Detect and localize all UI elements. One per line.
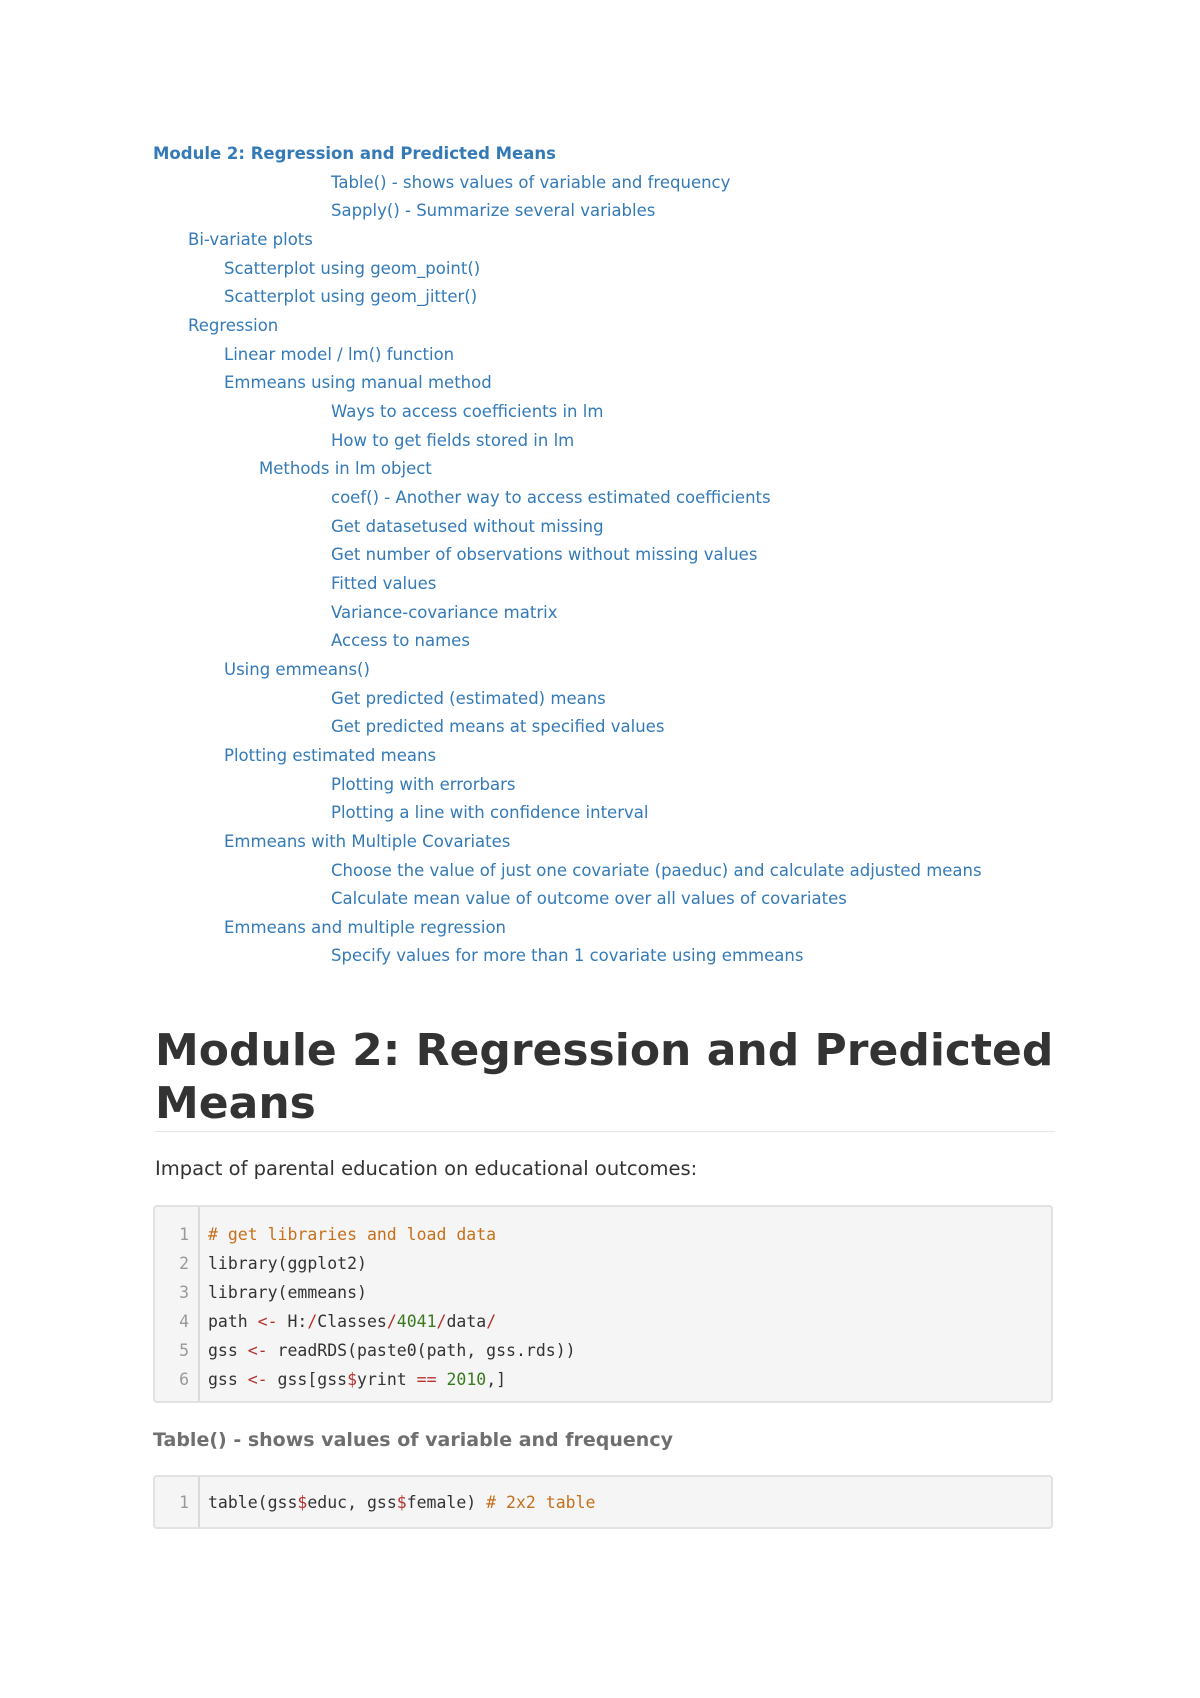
toc-link-5[interactable]: Scatterplot using geom_jitter() bbox=[224, 287, 478, 307]
line-number: 4 bbox=[179, 1312, 189, 1331]
toc-link-17[interactable]: Access to names bbox=[331, 631, 470, 651]
section-heading-table: Table() - shows values of variable and frequency bbox=[153, 1429, 673, 1451]
title-divider bbox=[155, 1131, 1055, 1132]
code-token: $ bbox=[347, 1370, 358, 1389]
code-token: <- bbox=[257, 1312, 278, 1331]
toc-link-8[interactable]: Emmeans using manual method bbox=[224, 373, 492, 393]
toc-link-18[interactable]: Using emmeans() bbox=[224, 659, 370, 679]
code-line bbox=[155, 1307, 1051, 1336]
code-token: / bbox=[436, 1312, 447, 1331]
code-text bbox=[208, 1307, 496, 1336]
toc-link-6[interactable]: Regression bbox=[188, 315, 279, 335]
code-token: <- bbox=[247, 1341, 268, 1360]
toc-link-24[interactable]: Emmeans with Multiple Covariates bbox=[224, 831, 511, 851]
toc-link-12[interactable]: coef() - Another way to access estimated coefficients bbox=[331, 487, 771, 507]
code-token: gss[gss bbox=[267, 1370, 348, 1389]
toc-link-0[interactable]: Module 2: Regression and Predicted Means bbox=[153, 144, 556, 163]
code-line bbox=[155, 1249, 1051, 1278]
code-line bbox=[155, 1278, 1051, 1307]
code-block-table[interactable] bbox=[153, 1475, 1053, 1529]
code-token: gss bbox=[208, 1341, 248, 1360]
line-number: 3 bbox=[179, 1283, 189, 1302]
line-number: 1 bbox=[179, 1493, 189, 1512]
toc-link-15[interactable]: Fitted values bbox=[331, 573, 437, 593]
code-token: gss bbox=[208, 1370, 248, 1389]
code-token: # get libraries and load data bbox=[208, 1225, 497, 1244]
code-token: # 2x2 table bbox=[486, 1493, 596, 1512]
toc-link-28[interactable]: Specify values for more than 1 covariate using emmeans bbox=[331, 946, 804, 966]
code-token: path bbox=[208, 1312, 258, 1331]
toc-link-1[interactable]: Table() - shows values of variable and frequency bbox=[331, 172, 731, 192]
code-token: / bbox=[386, 1312, 397, 1331]
toc-link-4[interactable]: Scatterplot using geom_point() bbox=[224, 258, 481, 278]
toc-link-7[interactable]: Linear model / lm() function bbox=[224, 344, 455, 364]
code-text bbox=[208, 1278, 367, 1307]
code-token: Classes bbox=[317, 1312, 387, 1331]
toc-link-26[interactable]: Calculate mean value of outcome over all values of covariates bbox=[331, 889, 847, 909]
code-text bbox=[208, 1249, 367, 1278]
code-token: $ bbox=[297, 1493, 308, 1512]
intro-paragraph: Impact of parental education on educational outcomes: bbox=[155, 1157, 698, 1180]
toc-link-20[interactable]: Get predicted means at specified values bbox=[331, 717, 665, 737]
code-token: == bbox=[416, 1370, 437, 1389]
code-token: $ bbox=[396, 1493, 407, 1512]
code-token: female) bbox=[406, 1493, 487, 1512]
code-token: library(emmeans) bbox=[208, 1283, 367, 1302]
code-token: table(gss bbox=[208, 1493, 298, 1512]
toc-link-16[interactable]: Variance-covariance matrix bbox=[331, 602, 558, 622]
code-token: educ, gss bbox=[307, 1493, 397, 1512]
code-text bbox=[208, 1488, 595, 1517]
code-text bbox=[208, 1220, 496, 1249]
code-token: data bbox=[446, 1312, 487, 1331]
code-token: 4041 bbox=[396, 1312, 437, 1331]
toc-link-23[interactable]: Plotting a line with confidence interval bbox=[331, 803, 649, 823]
toc-link-21[interactable]: Plotting estimated means bbox=[224, 745, 437, 765]
code-token: H: bbox=[277, 1312, 308, 1331]
code-token: / bbox=[307, 1312, 318, 1331]
line-number: 2 bbox=[179, 1254, 189, 1273]
toc-link-11[interactable]: Methods in lm object bbox=[259, 459, 432, 479]
code-token: / bbox=[486, 1312, 497, 1331]
code-token: readRDS(paste0(path, gss.rds)) bbox=[267, 1341, 576, 1360]
toc-link-2[interactable]: Sapply() - Summarize several variables bbox=[331, 201, 656, 221]
code-line bbox=[155, 1365, 1051, 1394]
code-token: ,] bbox=[486, 1370, 507, 1389]
toc-link-9[interactable]: Ways to access coefficients in lm bbox=[331, 401, 604, 421]
page-title: Module 2: Regression and Predicted Means bbox=[155, 1025, 1054, 1129]
toc-link-3[interactable]: Bi-variate plots bbox=[188, 229, 313, 249]
toc-link-22[interactable]: Plotting with errorbars bbox=[331, 774, 516, 794]
code-token: 2010 bbox=[446, 1370, 487, 1389]
line-number: 5 bbox=[179, 1341, 189, 1360]
toc-link-13[interactable]: Get datasetused without missing bbox=[331, 516, 604, 536]
code-token: yrint bbox=[357, 1370, 417, 1389]
code-text bbox=[208, 1336, 576, 1365]
toc-link-10[interactable]: How to get fields stored in lm bbox=[331, 430, 575, 450]
code-block-load-data[interactable] bbox=[153, 1205, 1053, 1403]
code-token: library(ggplot2) bbox=[208, 1254, 367, 1273]
toc-link-14[interactable]: Get number of observations without missing values bbox=[331, 545, 758, 565]
code-line bbox=[155, 1220, 1051, 1249]
code-text bbox=[208, 1365, 506, 1394]
toc-link-19[interactable]: Get predicted (estimated) means bbox=[331, 688, 606, 708]
line-number: 1 bbox=[179, 1225, 189, 1244]
code-token bbox=[437, 1370, 447, 1389]
code-line bbox=[155, 1336, 1051, 1365]
code-line bbox=[155, 1488, 1051, 1517]
toc-link-25[interactable]: Choose the value of just one covariate (paeduc) and calculate adjusted means bbox=[331, 860, 982, 880]
line-number: 6 bbox=[179, 1370, 189, 1389]
code-token: <- bbox=[247, 1370, 268, 1389]
toc-link-27[interactable]: Emmeans and multiple regression bbox=[224, 917, 506, 937]
